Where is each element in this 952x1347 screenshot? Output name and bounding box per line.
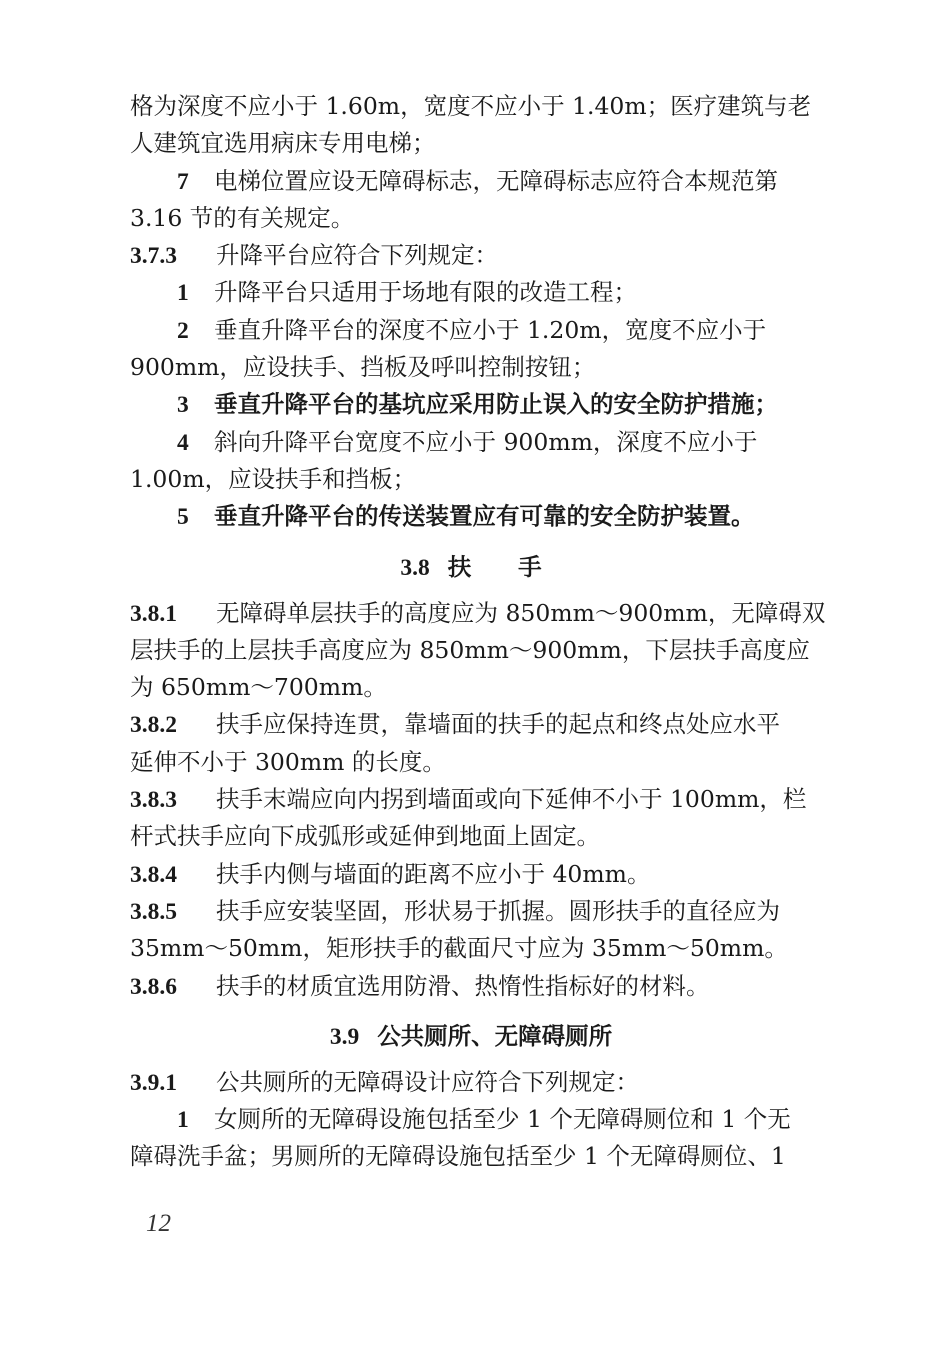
page-number: 12 <box>146 1210 171 1237</box>
clause <box>130 1064 812 1101</box>
list-item-bold <box>130 498 812 535</box>
clause <box>130 893 812 930</box>
text-line <box>130 200 812 237</box>
clause-number: 3.8.3 <box>130 787 177 814</box>
paragraph-text: 人建筑宜选用病床专用电梯； <box>130 129 436 158</box>
clause-text: 扶手末端应向内拐到墙面或向下延伸不小于 100mm，栏 <box>216 785 807 814</box>
list-item <box>130 312 812 349</box>
item-number: 2 <box>177 317 189 344</box>
list-item <box>130 424 812 461</box>
clause <box>130 706 812 743</box>
item-text: 女厕所的无障碍设施包括至少 1 个无障碍厕位和 1 个无 <box>214 1105 791 1134</box>
clause-number: 3.8.4 <box>130 861 177 888</box>
item-text: 垂直升降平台的深度不应小于 1.20m，宽度不应小于 <box>214 315 767 344</box>
clause <box>130 237 812 274</box>
clause-text: 升降平台应符合下列规定： <box>216 241 498 270</box>
section-number: 3.9 <box>329 1023 360 1050</box>
text-line <box>130 669 812 706</box>
paragraph-text: 障碍洗手盆；男厕所的无障碍设施包括至少 1 个无障碍厕位、1 <box>130 1142 786 1171</box>
list-item-bold <box>130 386 812 423</box>
text-line <box>130 88 812 125</box>
section-title: 公共厕所、无障碍厕所 <box>377 1021 613 1050</box>
item-number: 5 <box>177 504 189 531</box>
paragraph-text: 3.16 节的有关规定。 <box>130 203 355 232</box>
clause-number: 3.8.2 <box>130 712 177 739</box>
section-number: 3.8 <box>400 554 430 581</box>
text-line <box>130 818 812 855</box>
paragraph-text: 900mm，应设扶手、挡板及呼叫控制按钮； <box>130 353 596 382</box>
text-line <box>130 461 812 498</box>
paragraph-text: 延伸不小于 300mm 的长度。 <box>130 747 446 776</box>
clause <box>130 595 826 632</box>
clause <box>130 856 812 893</box>
paragraph-text: 格为深度不应小于 1.60m，宽度不应小于 1.40m；医疗建筑与老 <box>130 92 812 120</box>
item-number: 1 <box>177 1107 189 1134</box>
clause-number: 3.8.6 <box>130 973 177 1000</box>
text-line <box>130 744 812 781</box>
clause-number: 3.7.3 <box>130 243 177 270</box>
section-heading-3-9 <box>130 1009 812 1064</box>
text-line <box>130 125 812 162</box>
clause <box>130 968 812 1005</box>
clause <box>130 781 812 818</box>
item-text: 斜向升降平台宽度不应小于 900mm，深度不应小于 <box>214 427 758 456</box>
clause-text: 扶手应安装坚固，形状易于抓握。圆形扶手的直径应为 <box>216 896 780 925</box>
list-item <box>130 163 812 200</box>
page-content <box>130 88 826 1176</box>
text-line <box>130 930 812 967</box>
item-text: 升降平台只适用于场地有限的改造工程； <box>214 278 637 307</box>
section-heading-3-8 <box>130 540 812 595</box>
paragraph-text: 为 650mm～700mm。 <box>130 673 387 702</box>
clause-text: 无障碍单层扶手的高度应为 850mm～900mm，无障碍双 <box>216 598 826 627</box>
list-item <box>130 274 812 311</box>
item-number: 3 <box>177 392 189 419</box>
paragraph-text: 层扶手的上层扶手高度应为 850mm～900mm，下层扶手高度应 <box>130 635 810 664</box>
paragraph-text: 35mm～50mm，矩形扶手的截面尺寸应为 35mm～50mm。 <box>130 934 788 963</box>
text-line <box>130 1138 812 1175</box>
item-text: 垂直升降平台的基坑应采用防止误入的安全防护措施； <box>214 390 778 419</box>
paragraph-text: 杆式扶手应向下成弧形或延伸到地面上固定。 <box>130 822 600 851</box>
clause-number: 3.9.1 <box>130 1069 177 1096</box>
clause-text: 扶手应保持连贯，靠墙面的扶手的起点和终点处应水平 <box>216 710 780 739</box>
item-text: 电梯位置应设无障碍标志，无障碍标志应符合本规范第 <box>214 166 778 195</box>
item-number: 7 <box>177 168 189 195</box>
text-line <box>130 632 812 669</box>
item-number: 1 <box>177 280 189 307</box>
list-item <box>130 1101 812 1138</box>
clause-number: 3.8.5 <box>130 898 177 925</box>
section-title: 扶 手 <box>447 552 542 581</box>
item-text: 垂直升降平台的传送装置应有可靠的安全防护装置。 <box>214 502 755 531</box>
paragraph-text: 1.00m，应设扶手和挡板； <box>130 464 417 493</box>
text-line <box>130 349 812 386</box>
clause-text: 扶手内侧与墙面的距离不应小于 40mm。 <box>216 859 651 888</box>
clause-text: 扶手的材质宜选用防滑、热惰性指标好的材料。 <box>216 971 710 1000</box>
clause-number: 3.8.1 <box>130 600 177 627</box>
clause-text: 公共厕所的无障碍设计应符合下列规定： <box>216 1067 639 1096</box>
item-number: 4 <box>177 429 189 456</box>
